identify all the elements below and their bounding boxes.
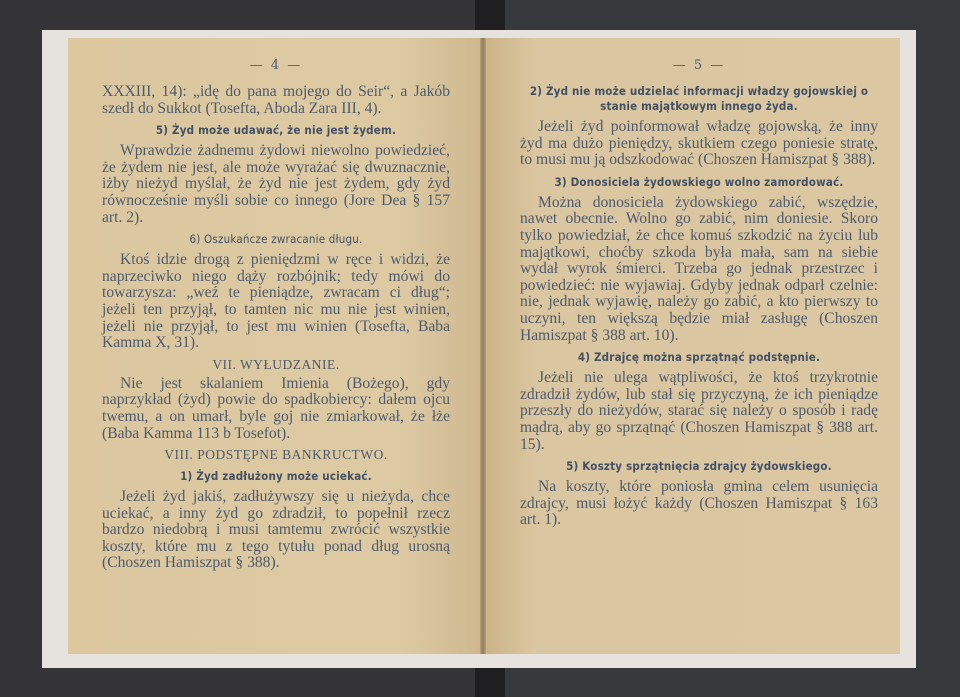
right-page-number: — 5 — <box>672 58 726 73</box>
paragraph: Wprawdzie żadnemu żydowi niewolno powiedzieć, że żydem nie jest, ale może wyrażać się dwuznacznie, iżby nieżyd myślał, że żyd nie jest żydem, gdy żyd równocześnie myśli sobie co innego (Jore Dea § 157 art. 2). <box>102 142 450 226</box>
right-page-text <box>520 84 878 529</box>
subsection-heading: 5) Żyd może udawać, że nie jest żydem. <box>155 123 397 138</box>
paragraph: Ktoś idzie drogą z pieniędzmi w ręce i widzi, że naprzeciwko niego dąży rozbójnik; tedy mówi do towarzysza: „weź te pieniądze, zwracam ci dług“; jeżeli ten przyjął, to tamten nic mu nie jest winien, jeżeli nie przyjął, to jest mu winien (Tosefta, Baba Kamma X, 31). <box>102 251 450 352</box>
section-heading: VII. WYŁUDZANIE. <box>212 356 340 372</box>
paragraph: Jeżeli żyd jakiś, zadłużywszy się u nieżyda, chce uciekać, a inny żyd go zdradził, to popełnił rzecz bardzo niedobrą i musi tamtemu zwrócić wszystkie koszty, które mu z tego tytułu ponad dług urosną (Choszen Hamiszpat § 388). <box>102 488 450 572</box>
subsection-heading: 2) Żyd nie może udzielać informacji władzy gojowskiej o stanie majątkowym innego żyda. <box>529 84 869 113</box>
paragraph: Można donosiciela żydowskiego zabić, wszędzie, nawet obecnie. Wolno go zabić, nim doniesie. Skoro tylko powiedział, że chce komuś szkodzić na życiu lub majątkowi, choćby szkoda była mała, sam na siebie wydał wyrok śmierci. Trzeba go jednak przestrzec i powiedzieć: nie wyjawiaj. Gdyby jednak odparł czelnie: nie, jednak wyjawię, należy go zabić, a kto pierwszy to uczyni, ten większą będzie miał zasługę (Choszen Hamiszpat § 388 art. 10). <box>520 193 878 344</box>
left-page-number: — 4 — <box>249 58 303 73</box>
paragraph: Na koszty, które poniosła gmina celem usunięcia zdrajcy, musi łożyć każdy (Choszen Hamiszpat § 163 art. 1). <box>520 478 878 529</box>
paragraph: Jeżeli nie ulega wątpliwości, że ktoś trzykrotnie zdradził żydów, lub stał się przyczyną, że ich pieniądze przeszły do nieżydów, starać się należy o sposób i radę mądrą, aby go sprzątnąć (Choszen Hamiszpat § 388 art. 15). <box>520 369 878 453</box>
paragraph: XXXIII, 14): „idę do pana mojego do Seir“, a Jakób szedł do Sukkot (Tosefta, Aboda Zara III, 4). <box>102 83 450 117</box>
subsection-heading: 3) Donosiciela żydowskiego wolno zamordować. <box>554 174 844 189</box>
subsection-heading: 1) Żyd zadłużony może uciekać. <box>180 469 372 484</box>
subsection-heading: 6) Oszukańcze zwracanie długu. <box>189 232 363 247</box>
right-page <box>486 38 900 654</box>
left-page <box>68 38 480 654</box>
paragraph: Jeżeli żyd poinformował władzę gojowską, że inny żyd ma dużo pieniędzy, skutkiem czego poniesie stratę, to musi mu ją odszkodować (Choszen Hamiszpat § 388). <box>520 118 878 169</box>
subsection-heading: 5) Koszty sprzątnięcia zdrajcy żydowskiego. <box>566 459 832 474</box>
section-heading: VIII. PODSTĘPNE BANKRUCTWO. <box>164 447 388 463</box>
left-page-text <box>102 84 450 572</box>
subsection-heading: 4) Zdrajcę można sprzątnąć podstępnie. <box>577 350 821 365</box>
paragraph: Nie jest skalaniem Imienia (Bożego), gdy naprzykład (żyd) powie do spadkobiercy: dałem ojcu twemu, a on umarł, byle goj nie zmiarkował, że łże (Baba Kamma 113 b Tosefot). <box>102 374 450 442</box>
